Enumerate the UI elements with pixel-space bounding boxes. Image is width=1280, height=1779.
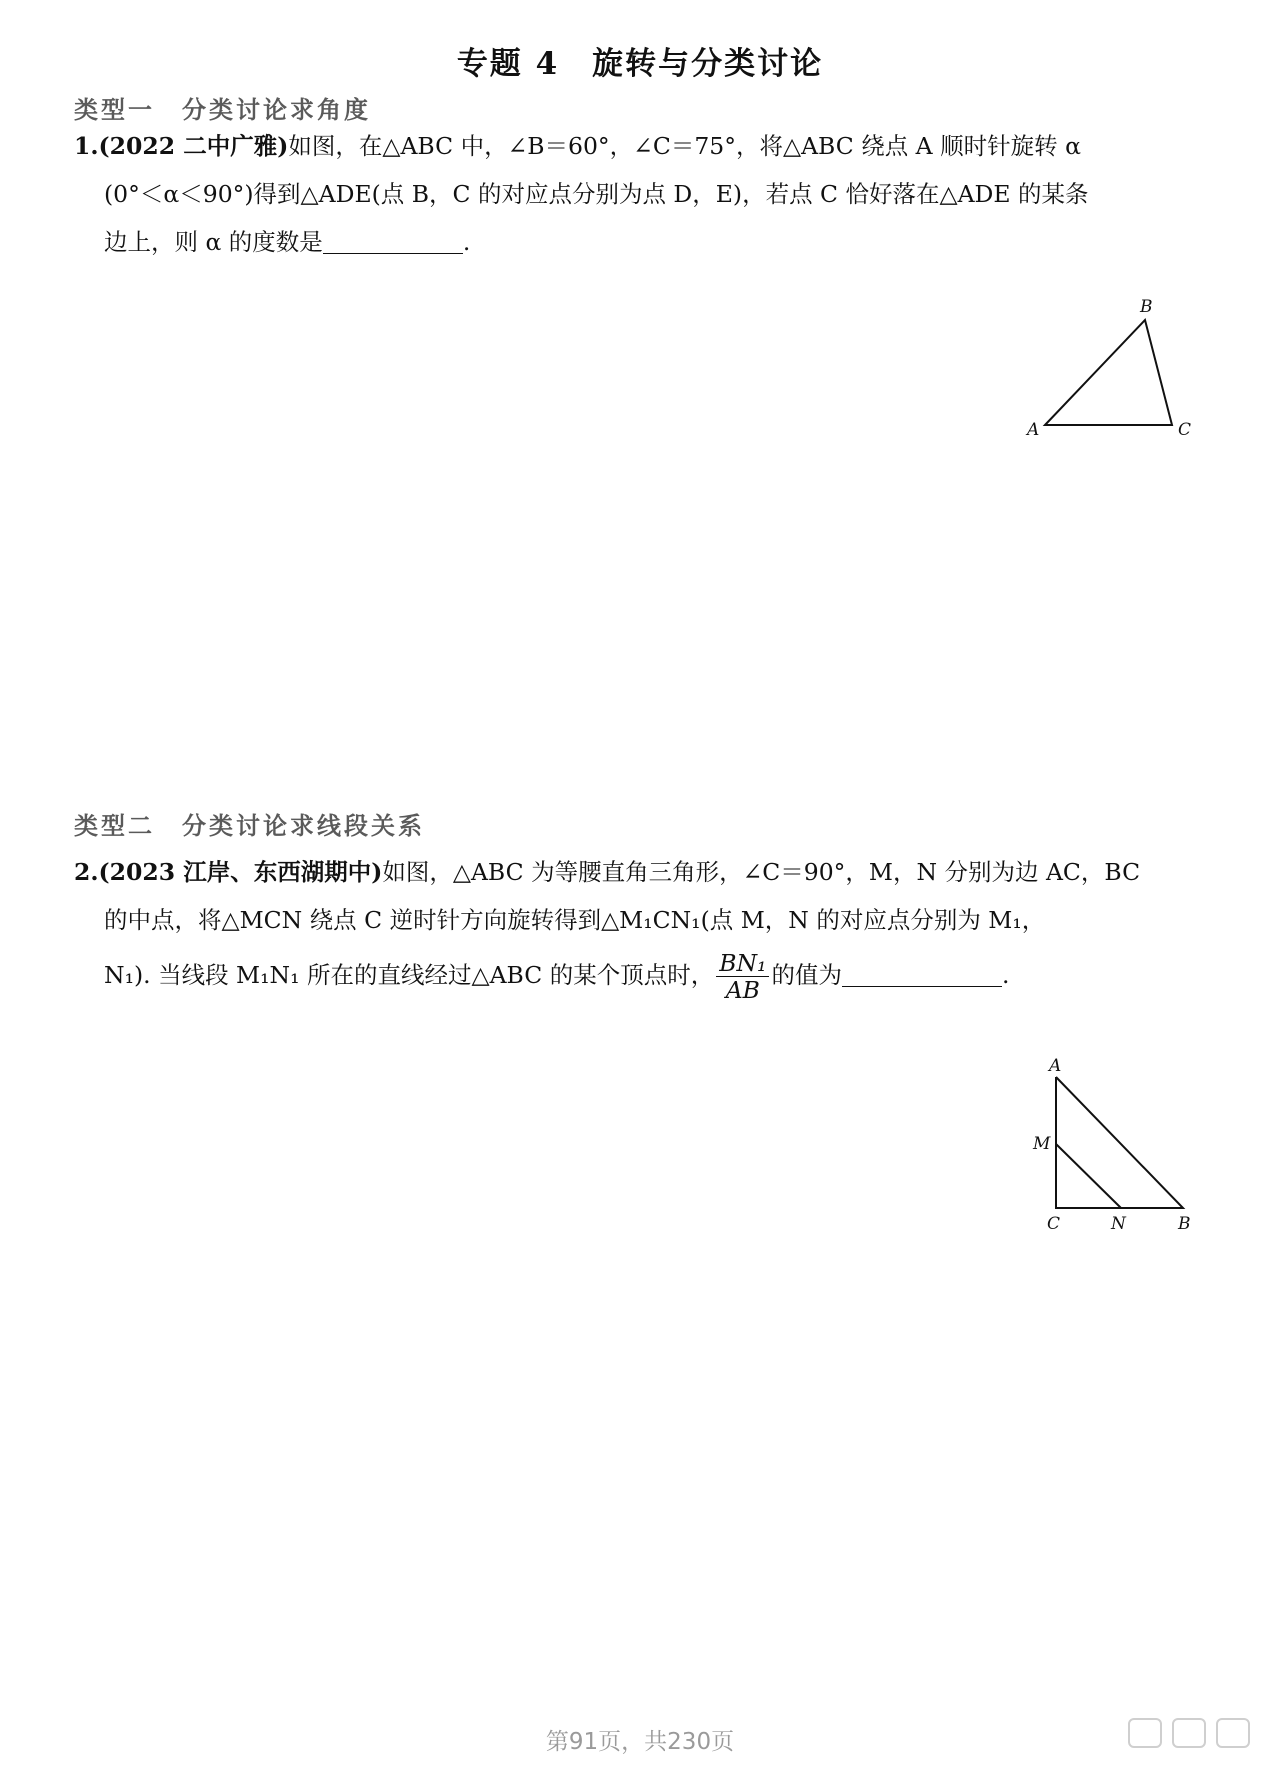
menu-icon[interactable] — [1216, 1718, 1250, 1748]
fraction-denominator: AB — [725, 976, 760, 1004]
question-text-line: N₁). 当线段 M₁N₁ 所在的直线经过△ABC 的某个顶点时， — [104, 961, 715, 989]
point-label-n: N — [1111, 1214, 1126, 1234]
question-text-line: 如图，在△ABC 中，∠B＝60°，∠C＝75°，将△ABC 绕点 A 顺时针旋转 α — [288, 132, 1081, 160]
question-text-line: 边上，则 α 的度数是 — [104, 228, 323, 256]
triangle-abc-shape — [1056, 1077, 1183, 1208]
vertex-label-b: B — [1178, 1214, 1191, 1234]
vertex-label-a: A — [1049, 1056, 1062, 1076]
section-heading-1: 类型一 分类讨论求角度 — [74, 95, 371, 124]
answer-blank[interactable] — [842, 962, 1002, 987]
viewer-toolbar — [1128, 1718, 1250, 1748]
question-number: 1. — [74, 132, 99, 160]
question-2 — [74, 848, 1204, 1003]
question-end-mark: . — [1001, 961, 1010, 989]
question-text-line: 的值为 — [771, 961, 842, 989]
page-counter: 第91页，共230页 — [545, 1729, 735, 1755]
vertex-label-a: A — [1027, 420, 1040, 440]
segment-mn — [1056, 1144, 1121, 1208]
question-text-line: 如图，△ABC 为等腰直角三角形，∠C＝90°，M，N 分别为边 AC，BC — [382, 858, 1141, 886]
question-number: 2. — [74, 858, 99, 886]
question-source: (2022 二中广雅) — [98, 132, 289, 160]
figure-triangle-abc — [1010, 290, 1210, 444]
answer-blank[interactable] — [323, 229, 463, 254]
question-text-line: (0°＜α＜90°)得到△ADE(点 B，C 的对应点分别为点 D，E)，若点 C 恰好落在△ADE 的某条 — [104, 180, 1089, 208]
figure-right-triangle-abc — [1025, 1055, 1205, 1239]
point-label-m: M — [1033, 1134, 1051, 1154]
question-end-mark: . — [462, 228, 471, 256]
page-title: 专题 4 旋转与分类讨论 — [456, 46, 824, 82]
triangle-abc-shape — [1045, 320, 1172, 425]
question-source: (2023 江岸、东西湖期中) — [98, 858, 383, 886]
fit-width-icon[interactable] — [1172, 1718, 1206, 1748]
fit-page-icon[interactable] — [1128, 1718, 1162, 1748]
question-1 — [74, 122, 1204, 266]
section-heading-2: 类型二 分类讨论求线段关系 — [74, 811, 425, 840]
fraction — [716, 950, 769, 1003]
vertex-label-c: C — [1047, 1214, 1061, 1234]
vertex-label-c: C — [1178, 420, 1192, 440]
vertex-label-b: B — [1140, 297, 1153, 317]
question-text-line: 的中点，将△MCN 绕点 C 逆时针方向旋转得到△M₁CN₁(点 M，N 的对应点分别为 M₁， — [104, 906, 1046, 934]
fraction-numerator: BN₁ — [716, 950, 769, 977]
